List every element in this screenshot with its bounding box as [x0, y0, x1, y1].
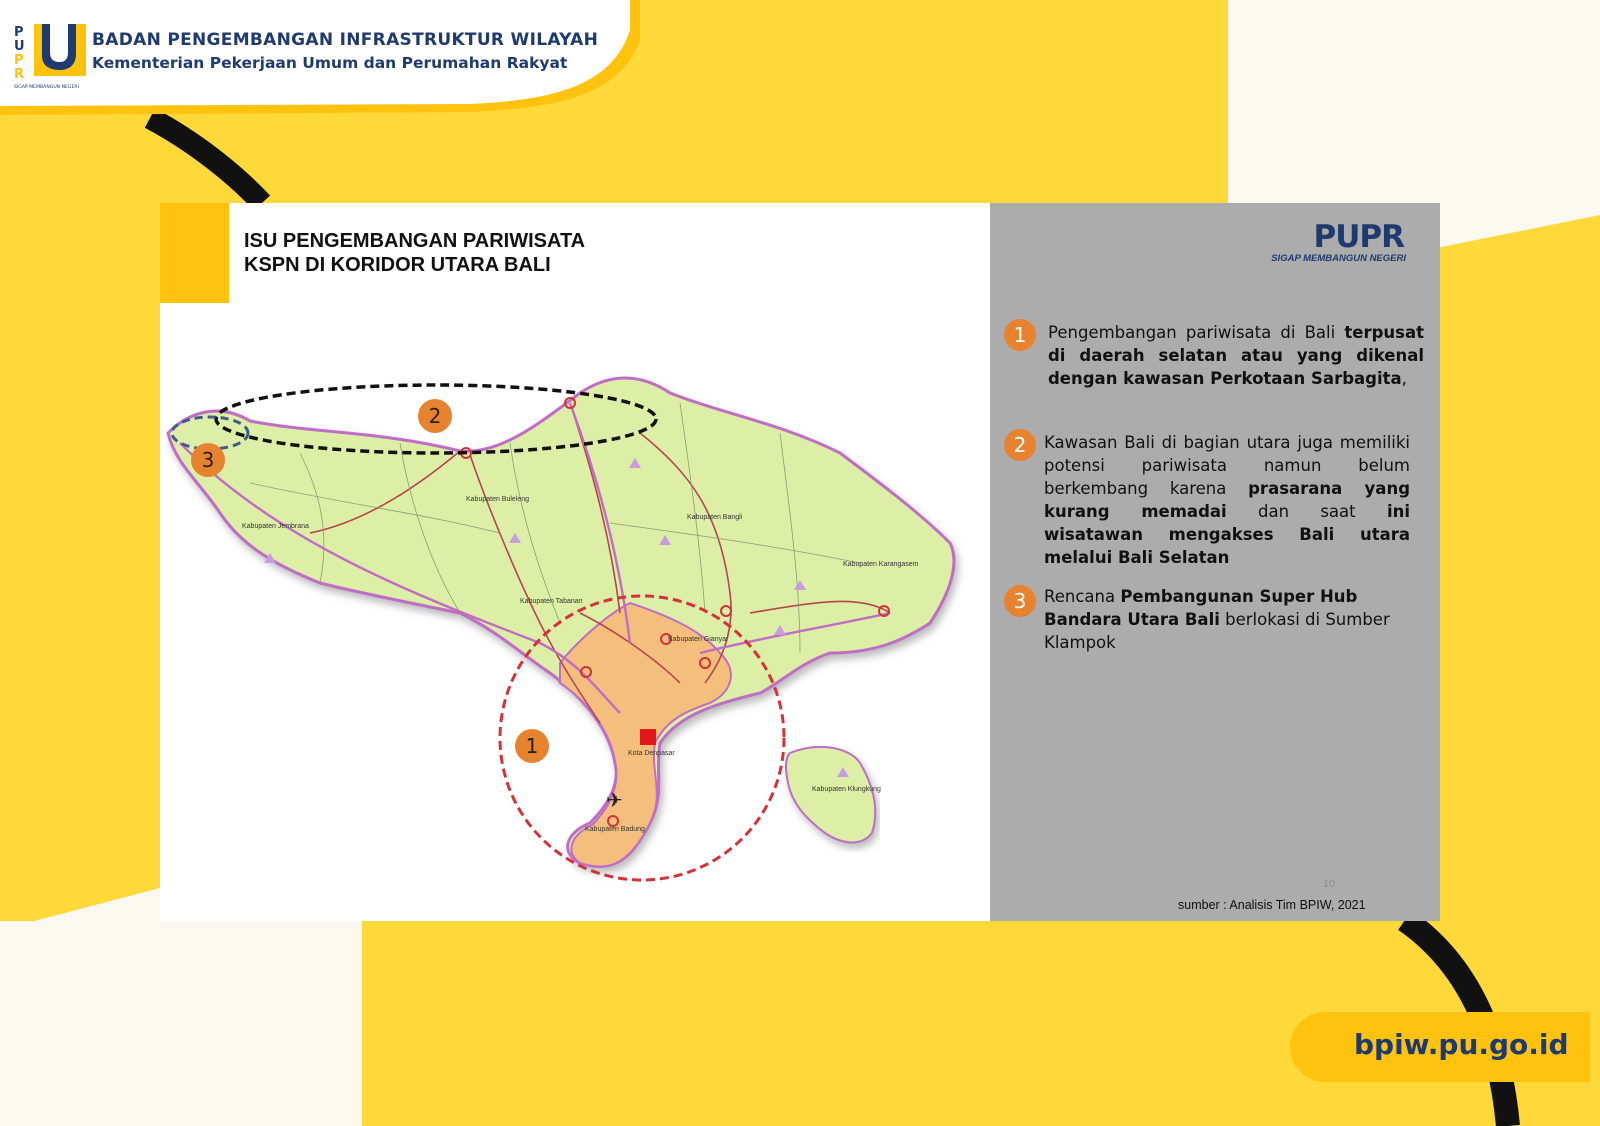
- issue-text-run: Rencana: [1044, 587, 1121, 606]
- map-marker-2: [418, 399, 452, 433]
- pupr-tagline: SIGAP MEMBANGUN NEGERI: [1271, 253, 1406, 264]
- logo-letter: R: [14, 67, 25, 82]
- pupr-wordmark: PUPR: [1313, 219, 1404, 255]
- map-label: Kabupaten Klungkung: [812, 786, 881, 793]
- issue-text: [1044, 585, 1410, 654]
- map-label: Kota Denpasar: [628, 750, 675, 757]
- issue-text-run: terpusat di daerah selatan atau yang dikenal dengan kawasan Perkotaan Sarbagita: [1048, 323, 1424, 388]
- issue-number: 3: [1004, 585, 1036, 617]
- map-marker-label: 3: [201, 448, 215, 472]
- issue-text-run: dan saat: [1226, 502, 1387, 521]
- map-label: Kabupaten Karangasem: [843, 561, 919, 568]
- issue-text-run: ini wisatawan mengakses Bali utara melalui Bali Selatan: [1044, 502, 1410, 567]
- pupr-logo-icon: [14, 20, 88, 90]
- pupr-brand: [1271, 213, 1424, 264]
- denpasar-marker: [640, 729, 656, 745]
- source-note: sumber : Analisis Tim BPIW, 2021: [1178, 898, 1366, 912]
- logo-letter: U: [14, 39, 25, 54]
- org-name: BADAN PENGEMBANGAN INFRASTRUKTUR WILAYAH: [92, 30, 599, 50]
- logo-letter: P: [14, 53, 24, 68]
- issue-text-run: Pengembangan pariwisata di Bali: [1048, 323, 1345, 342]
- issue-number: 2: [1004, 429, 1036, 461]
- slide-title-line: ISU PENGEMBANGAN PARIWISATA: [244, 230, 586, 252]
- slide-accent-block: [160, 203, 229, 303]
- ministry-name: Kementerian Pekerjaan Umum dan Perumahan Rakyat: [92, 54, 568, 72]
- bali-map: [160, 363, 990, 913]
- slide: [160, 203, 1440, 921]
- issue-text: [1044, 431, 1410, 569]
- map-label: Kabupaten Tabanan: [520, 598, 583, 605]
- issue-text-run: ,: [1401, 369, 1407, 388]
- issues-panel: [990, 203, 1440, 921]
- website-badge: [1290, 1012, 1590, 1082]
- issue-number: 1: [1004, 319, 1036, 351]
- map-label: Kabupaten Jembrana: [242, 523, 309, 530]
- page-number: 10: [1323, 878, 1336, 890]
- slide-title-line: KSPN DI KORIDOR UTARA BALI: [244, 254, 551, 276]
- issue-text-run: Kawasan Bali di bagian utara juga memiliki potensi pariwisata namun belum berkembang karena: [1044, 433, 1410, 498]
- nusa-penida-island: [786, 747, 875, 843]
- map-label: Kabupaten Badung: [585, 826, 645, 833]
- slide-title: [244, 229, 585, 277]
- airport-icon: ✈: [606, 788, 623, 812]
- map-marker-label: 2: [428, 404, 442, 428]
- issue-text-run: berlokasi di Sumber Klampok: [1044, 610, 1390, 652]
- map-label: Kabupaten Gianyar: [668, 636, 729, 643]
- map-label: Kabupaten Bangli: [687, 514, 743, 521]
- logo-letter: P: [14, 25, 24, 40]
- header: [0, 0, 640, 115]
- map-marker-1: [515, 729, 549, 763]
- map-marker-label: 1: [525, 734, 539, 758]
- website-link[interactable]: bpiw.pu.go.id: [1354, 1028, 1569, 1061]
- issue-text-run: prasarana yang kurang memadai: [1044, 479, 1411, 521]
- map-label: Kabupaten Buleleng: [466, 496, 530, 503]
- map-marker-3: [191, 443, 225, 477]
- issue-text: [1048, 321, 1424, 390]
- logo-tagline: SIGAP MEMBANGUN NEGERI: [14, 85, 79, 90]
- issue-text-run: Pembangunan Super Hub Bandara Utara Bali: [1044, 587, 1358, 629]
